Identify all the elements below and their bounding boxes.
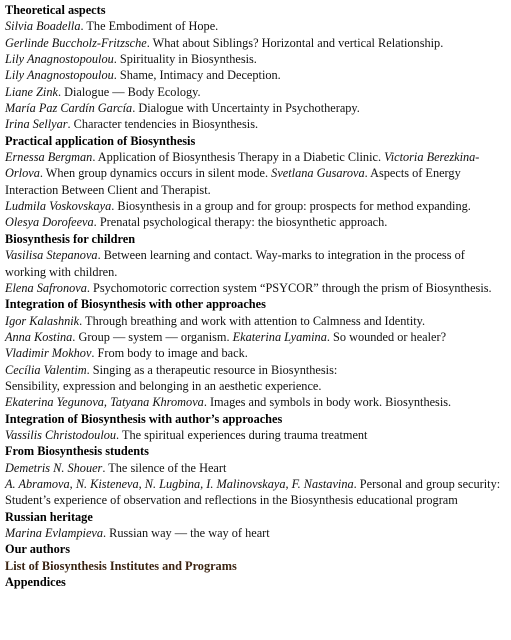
- author-name: Silvia Boadella: [5, 19, 81, 34]
- author-name: Vasilisa Stepanova: [5, 248, 98, 263]
- author-name: Olesya Dorofeeva: [5, 215, 94, 230]
- author-name: Liane Zink: [5, 84, 58, 99]
- toc-entry: [5, 476, 507, 509]
- author-name: Ernessa Bergman: [5, 150, 93, 165]
- entry-title: Sensibility, expression and belonging in an aesthetic experience.: [5, 378, 322, 393]
- entry-title: . The spiritual experiences during trauma treatment: [116, 427, 368, 442]
- author-name: Demetris N. Shouer: [5, 460, 103, 475]
- toc-entry: [5, 149, 507, 198]
- entry-title: . Between learning and contact. Way-marks to integration in the process of working with children.: [5, 248, 465, 279]
- author-name: Cecília Valentim: [5, 362, 87, 377]
- toc-entry: [5, 18, 507, 34]
- author-name: Victoria Berezkina-Orlova: [5, 150, 480, 181]
- entry-title: . Group — system — organism.: [72, 329, 233, 344]
- entry-title: . Images and symbols in body work. Biosynthesis.: [203, 395, 452, 410]
- section-heading: Appendices: [5, 575, 66, 590]
- author-name: Vladimir Mokhov: [5, 346, 92, 361]
- entry-title: . So wounded or healer?: [326, 329, 447, 344]
- toc-entry: [5, 313, 507, 329]
- author-name: Svetlana Gusarova: [271, 166, 365, 181]
- toc-entry: [5, 247, 507, 280]
- author-name: Ludmila Voskovskaya: [5, 199, 112, 214]
- section-heading: Biosynthesis for children: [5, 231, 136, 246]
- toc-entry: [5, 362, 507, 378]
- entry-title: . Russian way — the way of heart: [103, 526, 270, 540]
- entry-title: . Psychomotoric correction system “PSYCOR” through the prism of Biosynthesis.: [86, 280, 492, 295]
- entry-title: . Personal and group security: Student’s experience of observation and reflections in the Biosynthesis educational program: [5, 476, 501, 508]
- entry-title: . Prenatal psychological therapy: the biosynthetic approach.: [93, 215, 388, 230]
- toc-entry: [5, 394, 507, 410]
- entry-title: . Singing as a therapeutic resource in Biosynthesis:: [86, 362, 338, 377]
- toc-entry: [5, 51, 507, 67]
- toc-entry: [5, 427, 507, 443]
- entry-title: . What about Siblings? Horizontal and vertical Relationship.: [146, 35, 444, 50]
- entry-title: . When group dynamics occurs in silent mode.: [39, 166, 272, 181]
- entry-title: . Dialogue — Body Ecology.: [57, 84, 201, 99]
- toc-entry: [5, 84, 507, 100]
- entry-title: . The silence of the Heart: [102, 460, 227, 475]
- toc-entry: [5, 280, 507, 296]
- toc-entry: [5, 525, 507, 541]
- author-name: Anna Kostina: [5, 329, 73, 344]
- entry-title: . Application of Biosynthesis Therapy in a Diabetic Clinic.: [92, 150, 385, 165]
- section-heading: Practical application of Biosynthesis: [5, 133, 196, 148]
- author-name: Gerlinde Buccholz-Fritzsche: [5, 35, 147, 50]
- author-name: Vassilis Christodoulou: [5, 427, 117, 442]
- entry-title: . Shame, Intimacy and Deception.: [113, 68, 281, 83]
- section-heading: Theoretical aspects: [5, 3, 106, 17]
- entry-title: . Aspects of Energy Interaction Between Client and Therapist.: [5, 166, 461, 197]
- toc-entry: [5, 100, 507, 116]
- entry-title: . Biosynthesis in a group and for group: prospects for method expanding.: [111, 199, 471, 214]
- entry-title: . Character tendencies in Biosynthesis.: [67, 117, 259, 132]
- toc-entry: [5, 214, 507, 230]
- author-name: Lily Anagnostopoulou: [5, 68, 114, 83]
- toc-entry: [5, 116, 507, 132]
- toc-entry: [5, 378, 507, 394]
- section-heading: Integration of Biosynthesis with author’s approaches: [5, 411, 283, 426]
- toc-entry: [5, 35, 507, 51]
- section-heading: Russian heritage: [5, 509, 93, 524]
- entry-title: . The Embodiment of Hope.: [80, 19, 219, 34]
- author-name: Ekaterina Yegunova, Tatyana Khromova: [5, 395, 204, 410]
- entry-title: . From body to image and back.: [91, 346, 248, 361]
- author-name: María Paz Cardín García: [5, 101, 133, 116]
- author-name: Ekaterina Lyamina: [232, 329, 327, 344]
- author-name: Elena Safronova: [5, 280, 87, 295]
- section-heading: Integration of Biosynthesis with other approaches: [5, 297, 266, 312]
- toc-entry: [5, 198, 507, 214]
- section-heading: From Biosynthesis students: [5, 444, 149, 459]
- section-heading: Our authors: [5, 542, 71, 557]
- toc-entry: [5, 345, 507, 361]
- entry-title: . Dialogue with Uncertainty in Psychotherapy.: [132, 101, 360, 116]
- toc-entry: [5, 329, 507, 345]
- author-name: Irina Sellyar: [5, 117, 68, 132]
- author-name: Igor Kalashnik: [5, 313, 80, 328]
- toc-entry: [5, 460, 507, 476]
- entry-title: . Through breathing and work with attention to Calmness and Identity.: [79, 313, 426, 328]
- author-name: A. Abramova, N. Kisteneva, N. Lugbina, I. Malinovskaya, F. Nastavina: [5, 476, 354, 491]
- section-heading: List of Biosynthesis Institutes and Programs: [5, 558, 237, 573]
- author-name: Marina Evlampieva: [5, 526, 104, 540]
- author-name: Lily Anagnostopoulou: [5, 52, 114, 67]
- entry-title: . Spirituality in Biosynthesis.: [113, 52, 257, 67]
- toc-entry: [5, 67, 507, 83]
